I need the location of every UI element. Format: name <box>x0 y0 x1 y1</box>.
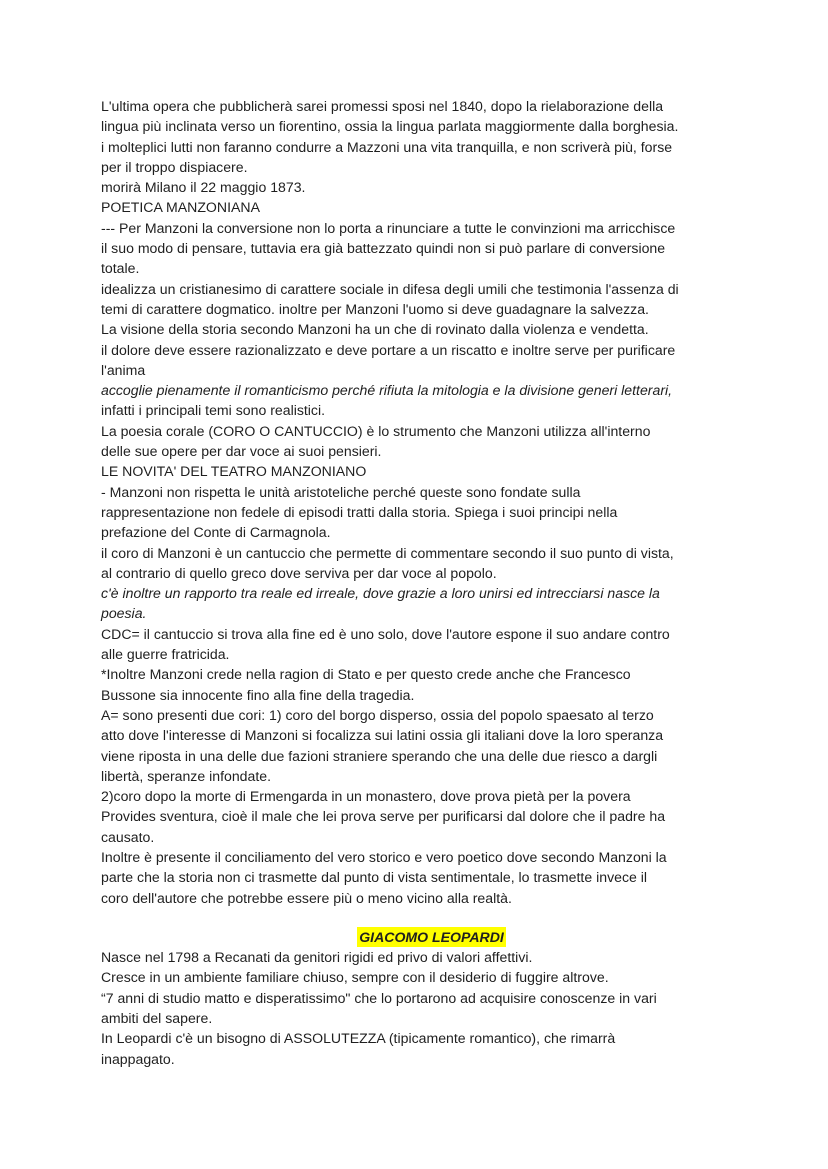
text-line: Provides sventura, cioè il male che lei prova serve per purificarsi dal dolore che il padre ha <box>101 808 666 825</box>
text-line: - Manzoni non rispetta le unità aristoteliche perché queste sono fondate sulla <box>101 483 581 500</box>
text-line: libertà, speranze infondate. <box>101 767 272 784</box>
text-line: Bussone sia innocente fino alla fine della tragedia. <box>101 686 415 703</box>
text-line: La poesia corale (CORO O CANTUCCIO) è lo strumento che Manzoni utilizza all'interno <box>101 422 651 439</box>
text-line: rappresentazione non fedele di episodi tratti dalla storia. Spiega i suoi principi nella <box>101 503 618 520</box>
text-line: L'ultima opera che pubblicherà sarei promessi sposi nel 1840, dopo la rielaborazione della <box>101 98 664 114</box>
text-line: per il troppo dispiacere. <box>101 158 248 175</box>
text-line: *Inoltre Manzoni crede nella ragion di Stato e per questo crede anche che Francesco <box>101 666 631 683</box>
leopardi-heading: GIACOMO LEOPARDI <box>357 927 506 947</box>
text-line: idealizza un cristianesimo di carattere sociale in difesa degli umili che testimonia l'assenza di <box>101 280 679 297</box>
text-line: l'anima <box>101 361 146 378</box>
text-line: totale. <box>101 260 140 277</box>
text-line: i molteplici lutti non faranno condurre a Mazzoni una vita tranquilla, e non scriverà più, forse <box>101 138 673 155</box>
text-line: Inoltre è presente il conciliamento del vero storico e vero poetico dove secondo Manzoni la <box>101 848 667 865</box>
leopardi-heading-row <box>101 927 741 947</box>
text-line: il coro di Manzoni è un cantuccio che permette di commentare secondo il suo punto di vista, <box>101 544 674 561</box>
text-line: prefazione del Conte di Carmagnola. <box>101 524 331 541</box>
text-line: parte che la storia non ci trasmette dal punto di vista sentimentale, lo trasmette invece il <box>101 869 648 886</box>
text-line: coro dell'autore che potrebbe essere più o meno vicino alla realtà. <box>101 889 512 906</box>
text-line: ambiti del sapere. <box>101 1010 213 1027</box>
text-line: viene riposta in una delle due fazioni straniere sperando che una delle due riesco a dargli <box>101 747 658 764</box>
text-line: temi di carattere dogmatico. inoltre per Manzoni l'uomo si deve guadagnare la salvezza. <box>101 300 649 317</box>
manzoni-section <box>101 96 741 908</box>
text-line: il dolore deve essere razionalizzato e deve portare a un riscatto e inoltre serve per purificare <box>101 341 676 358</box>
text-line: A= sono presenti due cori: 1) coro del borgo disperso, ossia del popolo spaesato al terzo <box>101 706 654 723</box>
text-line: Nasce nel 1798 a Recanati da genitori rigidi ed privo di valori affettivi. <box>101 949 533 966</box>
section-heading-poetica: POETICA MANZONIANA <box>101 199 260 216</box>
text-line: causato. <box>101 828 155 845</box>
text-line: Cresce in un ambiente familiare chiuso, sempre con il desiderio di fuggire altrove. <box>101 969 609 986</box>
text-line: delle sue opere per dar voce ai suoi pensieri. <box>101 443 382 460</box>
text-line: inappagato. <box>101 1050 175 1067</box>
text-line: infatti i principali temi sono realistici. <box>101 402 326 419</box>
italic-line: c'è inoltre un rapporto tra reale ed irreale, dove grazie a loro unirsi ed intrecciarsi nasce la <box>101 585 660 602</box>
text-line: atto dove l'interesse di Manzoni si focalizza sui latini ossia gli italiani dove la loro speranza <box>101 727 664 744</box>
text-line: In Leopardi c'è un bisogno di ASSOLUTEZZA (tipicamente romantico), che rimarrà <box>101 1030 616 1047</box>
text-line: il suo modo di pensare, tuttavia era già battezzato quindi non si può parlare di conversione <box>101 240 666 257</box>
text-line: al contrario di quello greco dove serviva per dar voce al popolo. <box>101 564 497 581</box>
section-heading-teatro: LE NOVITA' DEL TEATRO MANZONIANO <box>101 463 367 480</box>
text-line: lingua più inclinata verso un fiorentino, ossia la lingua parlata maggiormente dalla borghesia. <box>101 118 679 135</box>
text-line: 2)coro dopo la morte di Ermengarda in un monastero, dove prova pietà per la povera <box>101 788 631 805</box>
document-body <box>101 96 741 1069</box>
italic-line: accoglie pienamente il romanticismo perché rifiuta la mitologia e la divisione generi letterari, <box>101 382 673 399</box>
section-gap <box>101 908 741 927</box>
text-line: “7 anni di studio matto e disperatissimo" che lo portarono ad acquisire conoscenze in vari <box>101 989 657 1006</box>
text-line: La visione della storia secondo Manzoni ha un che di rovinato dalla violenza e vendetta. <box>101 321 649 338</box>
text-line: CDC= il cantuccio si trova alla fine ed è uno solo, dove l'autore espone il suo andare contro <box>101 625 670 642</box>
italic-line: poesia. <box>101 605 147 622</box>
text-line: --- Per Manzoni la conversione non lo porta a rinunciare a tutte le convinzioni ma arricchisce <box>101 219 676 236</box>
text-line: morirà Milano il 22 maggio 1873. <box>101 179 306 196</box>
leopardi-section <box>101 927 741 1069</box>
text-line: alle guerre fratricida. <box>101 646 230 663</box>
